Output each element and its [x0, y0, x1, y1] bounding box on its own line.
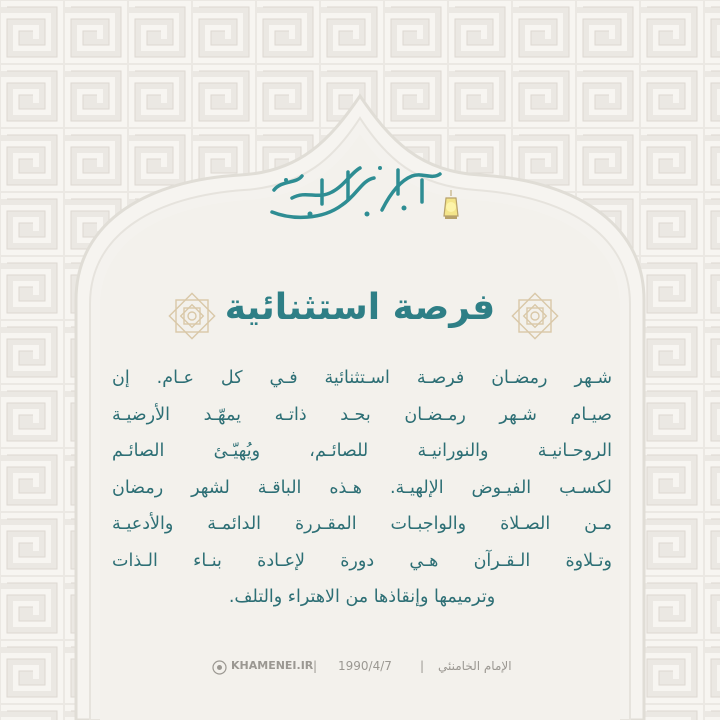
lantern-icon	[440, 190, 462, 224]
quote-line: مـن الصـلاة والواجبـات المقـررة الدائمـة والأدعيـة	[112, 514, 612, 534]
quote-line: وترميمها وإنقاذها من الاهتراء والتلف.	[228, 587, 496, 607]
quote-line: الروحـانيـة والنورانيـة للصائـم، ويُهيّـئ الصائـم	[112, 441, 612, 461]
ramadan-calligraphy	[262, 150, 462, 230]
page-title: فرصة استثنائية	[224, 287, 496, 328]
khamenei-logo-icon	[212, 660, 227, 675]
footer	[0, 652, 720, 682]
quote-author: الإمام الخامنئي	[438, 659, 512, 673]
footer-separator: |	[313, 659, 318, 673]
quote-line: شـهر رمضـان فرصـة اسـتثنائية فـي كل عـام. إن	[112, 368, 612, 388]
quote-line: لكسـب الفيـوض الإلهيـة. هـذه الباقـة لشهر رمضان	[112, 477, 612, 498]
quote-line: وتـلاوة الـقـرآن هـي دورة لإعـادة بنـاء الـذات	[112, 550, 612, 571]
quote-body	[112, 360, 612, 616]
site-name: KHAMENEI.IR	[231, 659, 314, 672]
footer-separator: |	[420, 659, 425, 673]
quote-date: 1990/4/7	[338, 659, 392, 673]
quote-line: صيـام شـهر رمـضـان بحـد ذاتـه يمهّـد الأرضيـة	[112, 404, 612, 425]
